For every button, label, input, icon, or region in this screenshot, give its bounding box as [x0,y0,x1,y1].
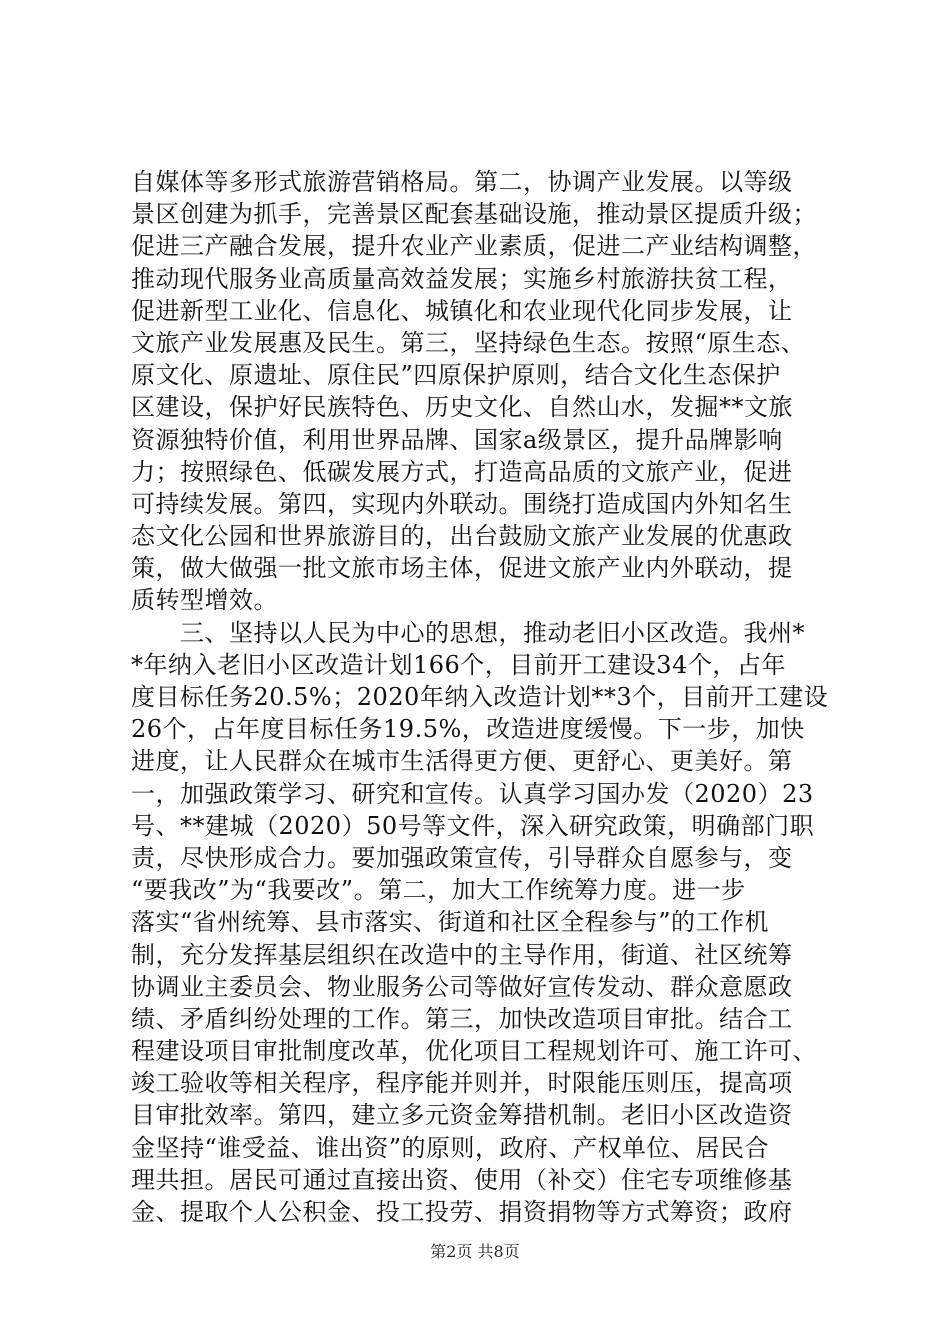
text-line: 促进新型工业化、信息化、城镇化和农业现代化同步发展，让 [131,296,793,325]
text-line: 号、**建城（2020）50号等文件，深入研究政策，明确部门职 [131,811,815,840]
text-line: 景区创建为抓手，完善景区配套基础设施，推动景区提质升级； [131,200,817,229]
text-line: 文旅产业发展惠及民生。第三，坚持绿色生态。按照“原生态、 [131,328,806,357]
body-text [131,166,831,1228]
text-line: 质转型增效。 [131,586,278,615]
text-line: 资源独特价值，利用世界品牌、国家a级景区，提升品牌影响 [131,425,783,454]
text-line: 责，尽快形成合力。要加强政策宣传，引导群众自愿参与，变 [131,843,793,872]
page-number-footer: 第2页 共8页 [430,1242,520,1261]
text-line: 协调业主委员会、物业服务公司等做好宣传发动、群众意愿政 [131,972,793,1001]
text-line: 金、提取个人公积金、投工投劳、捐资捐物等方式筹资；政府 [131,1198,793,1226]
text-line: 绩、矛盾纠纷处理的工作。第三，加快改造项目审批。结合工 [131,1004,793,1033]
section-heading-line: 三、坚持以人民为中心的思想，推动老旧小区改造。我州* [131,618,805,647]
text-line: 度目标任务20.5%；2020年纳入改造计划**3个，目前开工建设 [131,683,829,711]
text-line: 26个，占年度目标任务19.5%，改造进度缓慢。下一步，加快 [131,715,805,744]
text-line: 落实“省州统筹、县市落实、街道和社区全程参与”的工作机 [131,908,770,937]
text-line: *年纳入老旧小区改造计划166个，目前开工建设34个，占年 [131,650,786,679]
text-line: 策，做大做强一批文旅市场主体，促进文旅产业内外联动，提 [131,554,793,583]
text-line: 制，充分发挥基层组织在改造中的主导作用，街道、社区统筹 [131,940,793,969]
text-line: 原文化、原遗址、原住民”四原保护原则，结合文化生态保护 [131,361,781,390]
text-line: 区建设，保护好民族特色、历史文化、自然山水，发掘**文旅 [131,393,793,422]
text-line: “要我改”为“我要改”。第二，加大工作统筹力度。进一步 [131,876,746,905]
text-line: 理共担。居民可通过直接出资、使用（补交）住宅专项维修基 [131,1165,793,1194]
text-line: 自媒体等多形式旅游营销格局。第二，协调产业发展。以等级 [131,168,793,196]
text-line: 一，加强政策学习、研究和宣传。认真学习国办发（2020）23 [131,779,814,808]
text-line: 金坚持“谁受益、谁出资”的原则，政府、产权单位、居民合 [131,1133,770,1162]
text-line: 进度，让人民群众在城市生活得更方便、更舒心、更美好。第 [131,747,793,776]
text-line: 态文化公园和世界旅游目的，出台鼓励文旅产业发展的优惠政 [131,522,793,551]
text-line: 程建设项目审批制度改革，优化项目工程规划许可、施工许可、 [131,1037,817,1066]
text-line: 推动现代服务业高质量高效益发展；实施乡村旅游扶贫工程， [131,264,793,293]
text-line: 促进三产融合发展，提升农业产业素质，促进二产业结构调整， [131,232,817,261]
text-line: 目审批效率。第四，建立多元资金筹措机制。老旧小区改造资 [131,1101,793,1130]
text-line: 竣工验收等相关程序，程序能并则并，时限能压则压，提高项 [131,1069,793,1098]
text-line: 可持续发展。第四，实现内外联动。围绕打造成国内外知名生 [131,489,793,518]
text-line: 力；按照绿色、低碳发展方式，打造高品质的文旅产业，促进 [131,457,793,486]
